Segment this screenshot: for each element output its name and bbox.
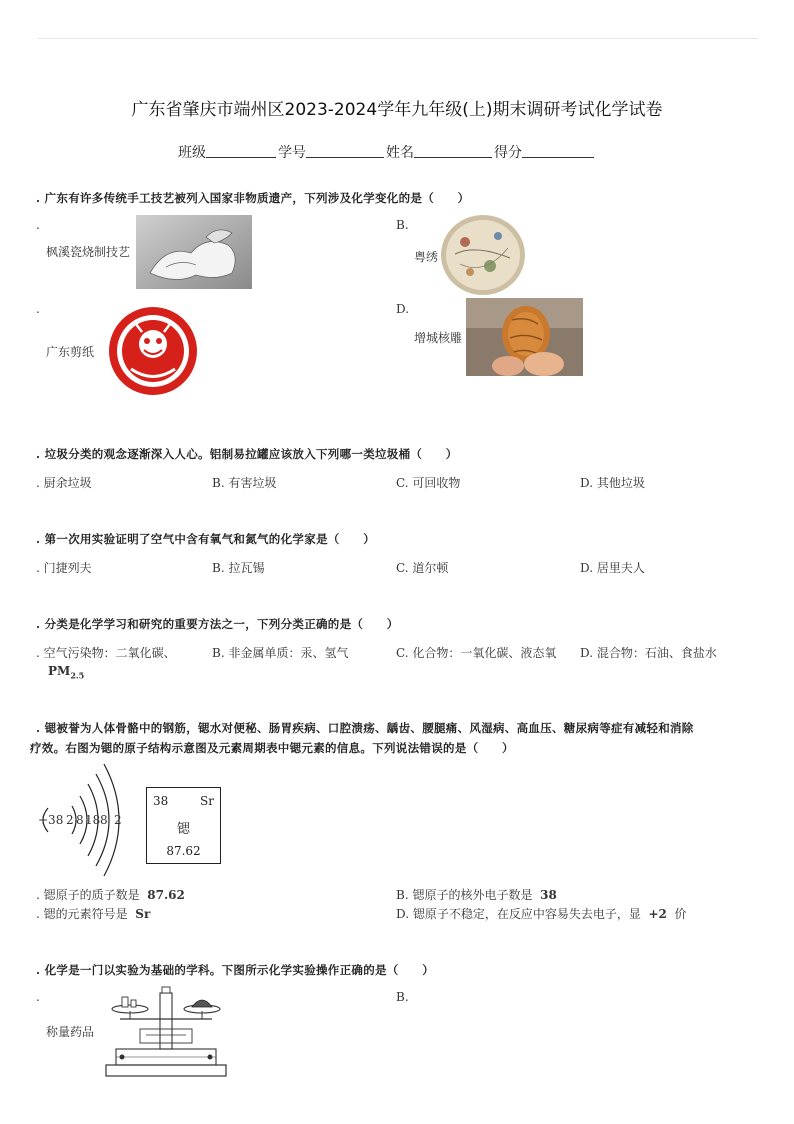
q3-option-d[interactable]: D. 居里夫人	[580, 561, 645, 575]
walnut-carving-image	[466, 298, 583, 376]
cell-atomic-mass: 87.62	[166, 844, 201, 858]
q1-option-d-marker: D.	[396, 302, 410, 316]
score-blank[interactable]	[522, 142, 594, 158]
q5-b-value: 38	[540, 888, 557, 902]
question-6-stem: . 化学是一门以实验为基础的学科。下图所示化学实验操作正确的是（ ）	[36, 963, 435, 977]
nucleus-charge: +38	[38, 813, 64, 827]
class-blank[interactable]	[206, 142, 276, 158]
q5-option-c[interactable]	[36, 905, 150, 922]
q5-d-text: D. 锶原子不稳定，在反应中容易失去电子，显	[396, 907, 641, 921]
q4-option-b[interactable]: B. 非金属单质：汞、氢气	[212, 646, 349, 660]
number-label: 学号	[278, 145, 306, 161]
question-3-stem: . 第一次用实验证明了空气中含有氧气和氮气的化学家是（ ）	[36, 532, 376, 546]
q1-option-b-marker: B.	[396, 218, 409, 232]
class-label: 班级	[178, 145, 206, 161]
q5-option-b[interactable]	[396, 886, 557, 903]
q5-option-d[interactable]	[396, 905, 687, 922]
q6-option-b-marker: B.	[396, 990, 409, 1004]
shell-2-electrons: 8	[76, 813, 84, 827]
q1-option-d-label: 增城核雕	[414, 331, 463, 345]
top-rule	[38, 38, 758, 39]
embroidery-image	[440, 214, 526, 296]
q4-option-d[interactable]: D. 混合物：石油、食盐水	[580, 646, 717, 660]
number-blank[interactable]	[306, 142, 384, 158]
q2-option-a[interactable]: . 厨余垃圾	[36, 476, 92, 490]
q5-a-value: 87.62	[147, 888, 185, 902]
pm-subscript: 2.5	[70, 670, 85, 681]
question-4-stem: . 分类是化学学习和研究的重要方法之一，下列分类正确的是（ ）	[36, 617, 399, 631]
q3-option-a[interactable]: . 门捷列夫	[36, 561, 92, 575]
q4-option-c[interactable]: C. 化合物：一氧化碳、液态氧	[396, 646, 557, 660]
porcelain-image	[136, 215, 252, 289]
name-label: 姓名	[386, 145, 414, 161]
q2-option-d[interactable]: D. 其他垃圾	[580, 476, 645, 490]
question-5-stem-line1: . 锶被誉为人体骨骼中的钢筋，锶水对便秘、肠胃疾病、口腔溃疡、龋齿、腰腿痛、风湿病、高血压、糖尿病等症有减轻和消除	[36, 721, 694, 735]
q6-option-a-label: 称量药品	[46, 1025, 95, 1039]
q5-c-value: Sr	[135, 907, 151, 921]
cell-element-name: 锶	[176, 822, 190, 837]
cell-symbol: Sr	[200, 794, 214, 808]
score-label: 得分	[494, 145, 522, 161]
question-2-stem: . 垃圾分类的观念逐渐深入人心。铝制易拉罐应该放入下列哪一类垃圾桶（ ）	[36, 447, 458, 461]
periodic-table-cell	[146, 787, 221, 864]
question-5-stem-line2: 疗效。右图为锶的原子结构示意图及元素周期表中锶元素的信息。下列说法错误的是（ ）	[30, 741, 514, 755]
student-info-line	[178, 142, 596, 162]
q5-option-a[interactable]	[36, 886, 185, 903]
q5-c-text: . 锶的元素符号是	[36, 907, 128, 921]
q6-option-a-marker: .	[36, 990, 40, 1004]
shell-5-electrons: 2	[114, 813, 122, 827]
q4-option-a-pm	[48, 664, 84, 680]
balance-scale-image	[100, 985, 232, 1079]
q4-option-a[interactable]: . 空气污染物：二氧化碳、	[36, 646, 176, 660]
name-blank[interactable]	[414, 142, 492, 158]
q2-option-c[interactable]: C. 可回收物	[396, 476, 461, 490]
q5-d-tail: 价	[674, 907, 687, 921]
q1-option-b-label: 粤绣	[414, 250, 439, 264]
q1-option-a-marker: .	[36, 218, 40, 232]
exam-title: 广东省肇庆市端州区2023-2024学年九年级(上)期末调研考试化学试卷	[131, 100, 663, 120]
q2-option-b[interactable]: B. 有害垃圾	[212, 476, 277, 490]
shell-3-electrons: 18	[85, 813, 101, 827]
q3-option-c[interactable]: C. 道尔顿	[396, 561, 449, 575]
q3-option-b[interactable]: B. 拉瓦锡	[212, 561, 265, 575]
paper-cutting-image	[106, 304, 200, 398]
q1-option-a-label: 枫溪瓷烧制技艺	[46, 245, 131, 259]
q5-d-value: +2	[648, 907, 667, 921]
q5-a-text: . 锶原子的质子数是	[36, 888, 140, 902]
pm-text: PM	[48, 664, 71, 678]
cell-atomic-number: 38	[153, 794, 169, 808]
question-1-stem: . 广东有许多传统手工技艺被列入国家非物质遗产，下列涉及化学变化的是（ ）	[36, 191, 470, 205]
shell-1-electrons: 2	[66, 813, 74, 827]
q5-b-text: B. 锶原子的核外电子数是	[396, 888, 533, 902]
q1-option-c-marker: .	[36, 302, 40, 316]
q1-option-c-label: 广东剪纸	[46, 345, 95, 359]
shell-4-electrons: 8	[100, 813, 108, 827]
